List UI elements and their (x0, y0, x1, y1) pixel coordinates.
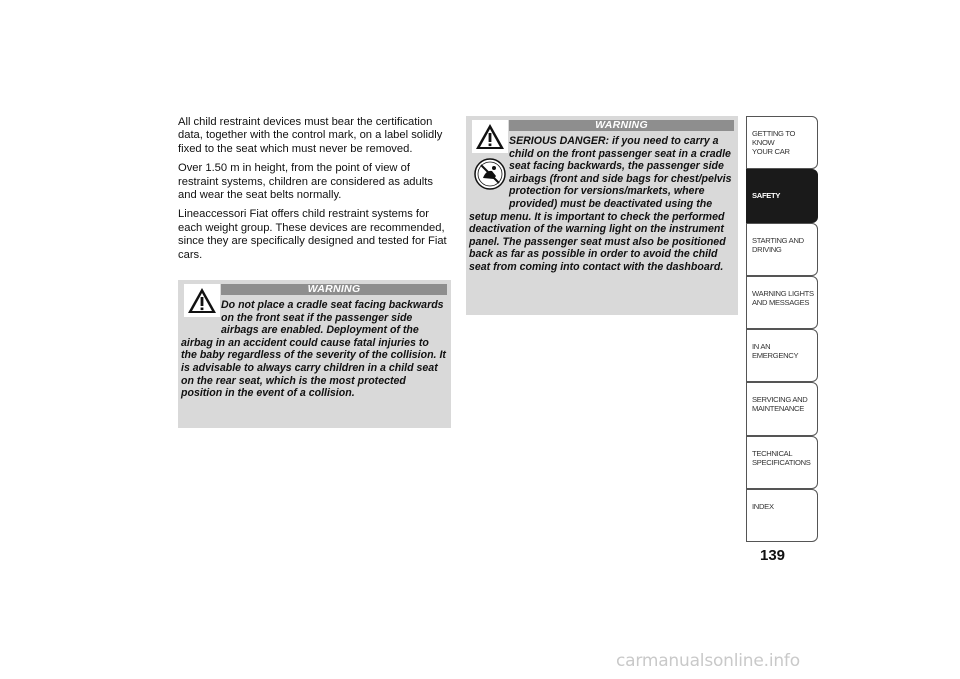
tab-warning-lights-and-messages[interactable] (746, 276, 818, 329)
body-paragraph: All child restraint devices must bear the certification data, together with the control mark, on a label solidly fixed to the seat which must never be removed. (178, 116, 443, 155)
warning-header: WARNING (221, 284, 447, 295)
page-number: 139 (760, 547, 786, 564)
section-tabs (746, 116, 818, 542)
tab-starting-and-driving[interactable] (746, 223, 818, 276)
tab-technical-specifications[interactable] (746, 436, 818, 489)
tab-safety[interactable] (746, 169, 818, 222)
warning-text: SERIOUS DANGER: if you need to carry a child on the front passenger seat in a cradle seat facing backwards, the passenger side airbags (front and side bags for chest/pelvis protection for versions/markets, where provided) must be deactivated using the setup menu. It is important to check the performed deactivation of the warning light on the instrument panel. The passenger seat must also be positioned back as far as possible in order to avoid the child seat from coming into contact with the dashboard. (469, 135, 732, 273)
warning-box (178, 280, 451, 428)
tab-in-an-emergency[interactable] (746, 329, 818, 382)
tab-label: SERVICING AND MAINTENANCE (752, 395, 808, 414)
warning-text-block (469, 135, 734, 274)
tab-label: STARTING AND DRIVING (752, 235, 804, 254)
tab-label: INDEX (752, 502, 774, 512)
float-spacer (469, 135, 509, 207)
body-paragraph: Lineaccessori Fiat offers child restraint systems for each weight group. These devices are recommended, since they are specifically designed and tested for Fiat cars. (178, 208, 447, 261)
warning-header: WARNING (509, 120, 734, 131)
left-column (178, 116, 453, 268)
watermark: carmanualsonline.info (616, 651, 800, 671)
tab-getting-to-know-your-car[interactable] (746, 116, 818, 169)
tab-label: TECHNICAL SPECIFICATIONS (752, 448, 811, 467)
warning-text: Do not place a cradle seat facing backwards on the front seat if the passenger side airbags are enabled. Deployment of the airbag in an accident could cause fatal injuries to the baby regardless of the severity of the collision. It is advisable to always carry children in a child seat on the rear seat, which is the most protected position in the event of a collision. (181, 299, 446, 400)
tab-label: IN AN EMERGENCY (752, 342, 799, 361)
float-spacer (181, 299, 221, 335)
tab-index[interactable] (746, 489, 818, 542)
tab-servicing-and-maintenance[interactable] (746, 382, 818, 435)
tab-label: WARNING LIGHTS AND MESSAGES (752, 288, 814, 307)
tab-label: SAFETY (752, 191, 781, 201)
warning-text-block (181, 299, 447, 400)
tab-label: GETTING TO KNOW YOUR CAR (752, 129, 796, 156)
body-paragraph: Over 1.50 m in height, from the point of view of restraint systems, children are considered as adults and wear the seat belts normally. (178, 162, 433, 202)
warning-box (466, 116, 738, 315)
